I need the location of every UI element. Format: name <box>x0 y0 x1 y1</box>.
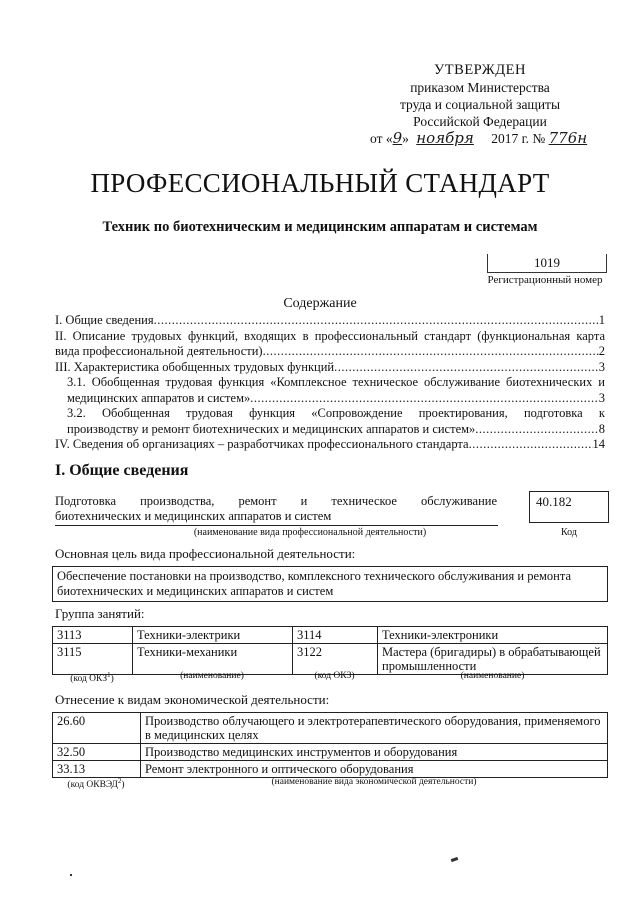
table-cell: 26.60 <box>53 713 141 744</box>
toc-item-text-cont: производству и ремонт биотехнических и медицинских аппаратов и систем» <box>67 421 476 436</box>
goal-text: Обеспечение постановки на производство, комплексного технического обслуживания и ремонта биотехнических и медицинских аппаратов и систем <box>57 569 572 598</box>
table-cell: Ремонт электронного и оптического оборудования <box>141 761 608 778</box>
toc-item-text: 3.2. Обобщенная трудовая функция «Сопровождение проектирования, подготовка к <box>67 406 605 420</box>
table-cell: Производство медицинских инструментов и оборудования <box>141 744 608 761</box>
approval-line-2: труда и социальной защиты <box>399 97 561 112</box>
okved-table <box>52 712 608 778</box>
standard-title: ПРОФЕССИОНАЛЬНЫЙ СТАНДАРТ <box>90 168 550 198</box>
toc-item-text: II. Описание трудовых функций, входящих в профессиональный стандарт (функциональная карта <box>55 328 605 343</box>
activity-code-caption: Код <box>561 527 577 538</box>
toc-item-text-cont: медицинских аппаратов и систем» <box>67 390 251 405</box>
table-cell: Техники-механики <box>133 644 293 675</box>
table-cell: 32.50 <box>53 744 141 761</box>
activity-kind <box>55 494 497 524</box>
caption-okz: (код ОКЗ$^1$) <box>70 671 114 685</box>
table-cell: Техники-электроники <box>378 627 608 644</box>
table-row <box>53 761 608 778</box>
table-of-contents <box>55 313 605 453</box>
table-cell: 33.13 <box>53 761 141 778</box>
group-table-captions <box>52 671 608 684</box>
approval-title: УТВЕРЖДЕН <box>434 62 526 78</box>
toc-item-text: III. Характеристика обобщенных трудовых функций <box>55 359 335 374</box>
approval-day: 9 <box>392 129 403 147</box>
scan-mark <box>451 857 459 862</box>
date-prefix: от « <box>370 131 393 146</box>
caption-name-2: (наименование) <box>460 671 525 681</box>
table-cell: 3113 <box>53 627 133 644</box>
okved-label: Отнесение к видам экономической деятельности: <box>55 692 330 707</box>
approval-line-3: Российской Федерации <box>413 114 547 129</box>
toc-item-text: IV. Сведения об организациях – разработчиках профессионального стандарта <box>55 437 469 451</box>
toc-item-text: I. Общие сведения <box>55 313 154 327</box>
goal-box <box>52 566 608 602</box>
date-mid: » <box>402 131 409 146</box>
table-row <box>53 713 608 744</box>
toc-item[interactable] <box>55 329 605 360</box>
toc-item-text: 3.1. Обобщенная трудовая функция «Комплексное техническое обслуживание биотехнических и <box>67 375 605 389</box>
approval-line-1: приказом Министерства <box>410 80 550 95</box>
activity-kind-line-2: биотехнических и медицинских аппаратов и систем <box>55 509 332 523</box>
toc-title: Содержание <box>283 296 357 311</box>
toc-item-page: 8 <box>598 421 605 436</box>
toc-item-page: 1 <box>598 313 605 327</box>
toc-item[interactable] <box>55 406 605 437</box>
toc-item[interactable] <box>55 360 605 376</box>
approval-year: 2017 г. № <box>491 131 546 146</box>
toc-item-text-cont: вида профессиональной деятельности) <box>55 344 263 358</box>
registration-label: Регистрационный номер <box>487 274 603 286</box>
approval-date-line <box>360 130 600 147</box>
standard-subtitle: Техник по биотехническим и медицинским аппаратам и системам <box>102 219 538 235</box>
approval-block <box>360 62 600 147</box>
caption-okz-2: (код ОКЗ) <box>314 671 355 681</box>
toc-item-page: 3 <box>598 390 605 405</box>
divider <box>55 525 498 526</box>
table-cell: Техники-электрики <box>133 627 293 644</box>
toc-item-page: 2 <box>598 344 605 358</box>
scan-mark <box>70 874 72 876</box>
table-cell: Мастера (бригадиры) в обрабатывающей промышленности <box>378 644 608 675</box>
caption-name: (наименование) <box>180 671 244 681</box>
registration-number-box <box>487 254 607 273</box>
caption-okved-code: (код ОКВЭД$^2$) <box>67 777 125 791</box>
toc-item-page: 3 <box>598 359 605 374</box>
activity-code: 40.182 <box>536 494 572 509</box>
section-heading: I. Общие сведения <box>55 462 189 479</box>
activity-kind-caption: (наименование вида профессиональной деятельности) <box>193 527 427 538</box>
table-row <box>53 644 608 675</box>
activity-kind-line-1: Подготовка производства, ремонт и техническое обслуживание <box>55 494 497 508</box>
table-cell: Производство облучающего и электротерапевтического оборудования, применяемого в медицинских целях <box>141 713 608 744</box>
group-label: Группа занятий: <box>55 606 145 621</box>
occupation-group-table <box>52 626 608 675</box>
approval-number: 776н <box>548 129 588 147</box>
table-cell: 3122 <box>293 644 378 675</box>
toc-item[interactable] <box>55 313 605 329</box>
registration-number: 1019 <box>534 255 560 270</box>
okved-captions <box>52 777 608 790</box>
table-row <box>53 627 608 644</box>
toc-item-page: 14 <box>592 437 605 451</box>
toc-item[interactable] <box>55 375 605 406</box>
table-cell: 3114 <box>293 627 378 644</box>
toc-item[interactable] <box>55 437 605 453</box>
goal-label: Основная цель вида профессиональной деятельности: <box>55 546 356 561</box>
table-row <box>53 744 608 761</box>
caption-okved-name: (наименование вида экономической деятельности) <box>271 777 477 787</box>
activity-code-box <box>529 491 609 523</box>
table-cell: 3115 <box>53 644 133 675</box>
approval-month: ноября <box>416 129 474 147</box>
